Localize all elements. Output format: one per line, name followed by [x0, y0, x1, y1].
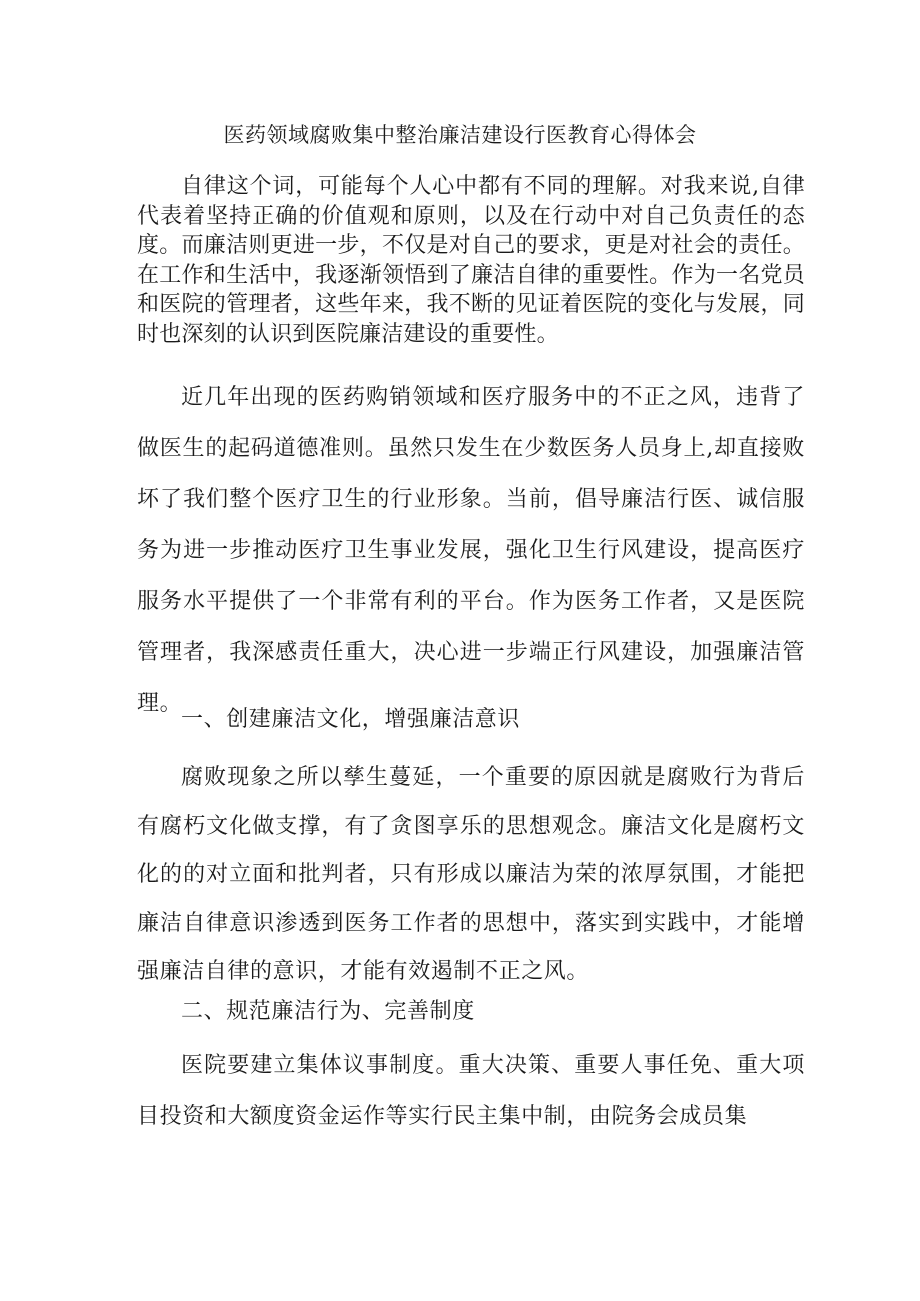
paragraph-integrity-culture: 腐败现象之所以孳生蔓延，一个重要的原因就是腐败行为背后有腐朽文化做支撑，有了贪图享乐的思想观念。廉洁文化是腐朽文化的的对立面和批判者，只有形成以廉洁为荣的浓厚氛围，才能把廉洁自律意识渗透到医务工作者的思想中，落实到实践中，才能增强廉洁自律的意识，才能有效遏制不正之风。	[137, 765, 805, 984]
section-heading-1: 一、创建廉洁文化，增强廉洁意识	[181, 707, 521, 732]
document-title: 医药领域腐败集中整治廉洁建设行医教育心得体会	[223, 123, 697, 147]
paragraph-industry-malpractice: 近几年出现的医药购销领域和医疗服务中的不正之风，违背了做医生的起码道德准则。虽然只发生在少数医务人员身上,却直接败坏了我们整个医疗卫生的行业形象。当前，倡导廉洁行医、诚信服务为进一步推动医疗卫生事业发展，强化卫生行风建设，提高医疗服务水平提供了一个非常有利的平台。作为医务工作者，又是医院管理者，我深感责任重大，决心进一步端正行风建设，加强廉洁管理。	[137, 385, 805, 716]
paragraph-collective-decision: 医院要建立集体议事制度。重大决策、重要人事任免、重大项目投资和大额度资金运作等实行民主集中制，由院务会成员集	[137, 1053, 805, 1129]
section-heading-2: 二、规范廉洁行为、完善制度	[181, 999, 475, 1024]
paragraph-self-discipline: 自律这个词，可能每个人心中都有不同的理解。对我来说,自律代表着坚持正确的价值观和原则，以及在行动中对自己负责任的态度。而廉洁则更进一步，不仅是对自己的要求，更是对社会的责任。在工作和生活中，我逐渐领悟到了廉洁自律的重要性。作为一名党员和医院的管理者，这些年来，我不断的见证着医院的变化与发展，同时也深刻的认识到医院廉洁建设的重要性。	[137, 174, 805, 347]
